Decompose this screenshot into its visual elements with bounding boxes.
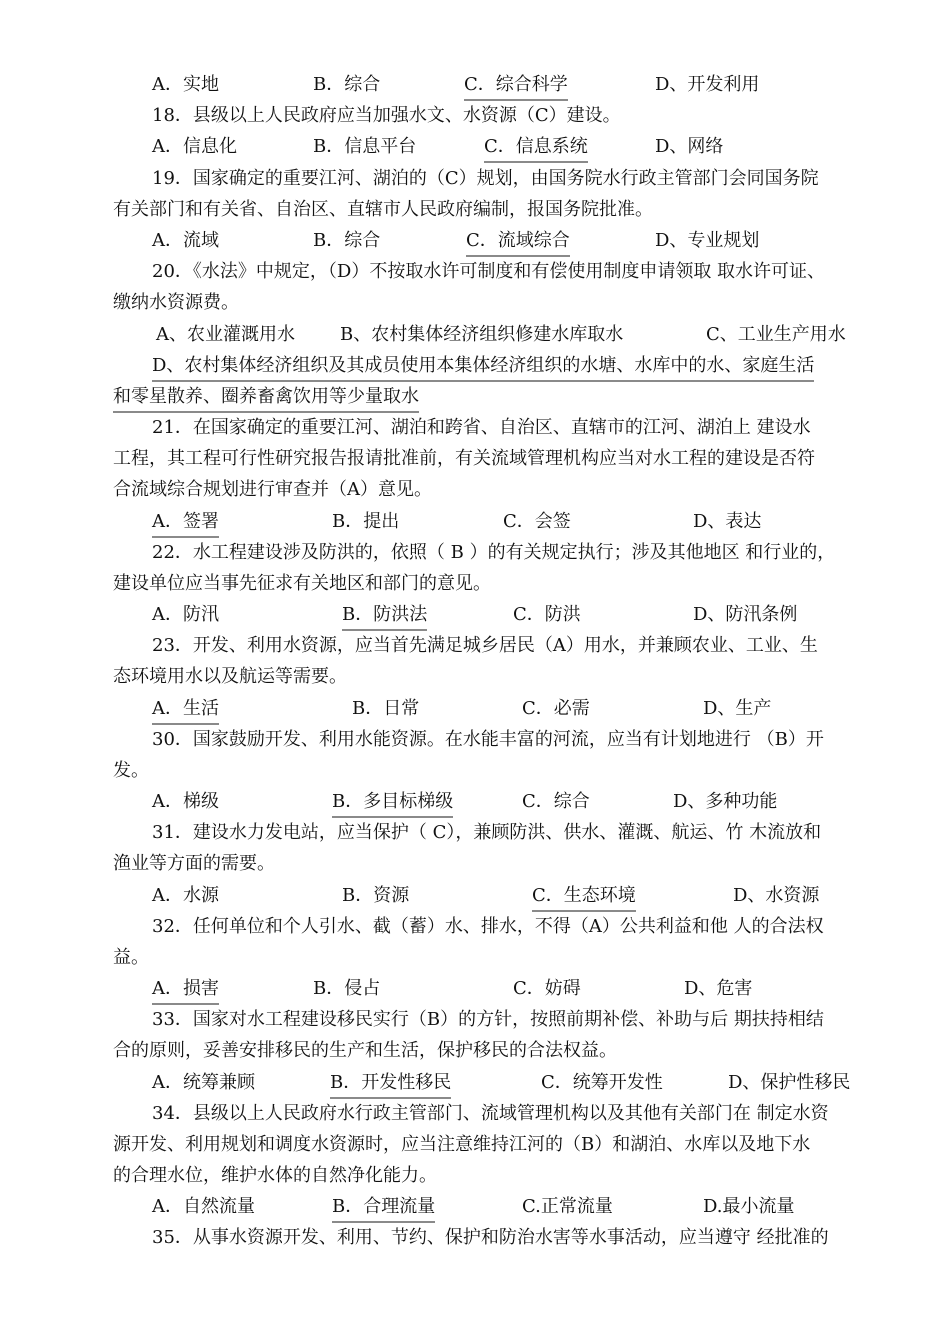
answer-option-correct: A．签署 (152, 509, 219, 538)
question-text-line: 和零星散养、圈养畜禽饮用等少量取水 (113, 384, 419, 413)
answer-option-correct: A．损害 (152, 976, 219, 1005)
answer-option: C．统筹开发性 (541, 1072, 663, 1093)
question-text-line: 34．县级以上人民政府水行政主管部门、流域管理机构以及其他有关部门在 制定水资 (152, 1103, 829, 1124)
question-text-line: 合的原则，妥善安排移民的生产和生活，保护移民的合法权益。 (113, 1040, 617, 1061)
answer-option: D、开发利用 (655, 74, 760, 95)
question-text-line: 31．建设水力发电站，应当保护（ C），兼顾防洪、供水、灌溉、航运、竹 木流放和 (152, 822, 822, 843)
question-text-line: 益。 (113, 947, 149, 968)
answer-option: C.正常流量 (522, 1196, 613, 1217)
question-text-line: 建设单位应当事先征求有关地区和部门的意见。 (113, 573, 491, 594)
answer-option: D、危害 (684, 978, 753, 999)
question-text-line: D、农村集体经济组织及其成员使用本集体经济组织的水塘、水库中的水、家庭生活 (152, 353, 814, 382)
question-text-line: 19．国家确定的重要江河、湖泊的（C）规划，由国务院水行政主管部门会同国务院 (152, 168, 819, 189)
answer-option-correct: B．防洪法 (342, 602, 427, 631)
question-text-line: 30．国家鼓励开发、利用水能资源。在水能丰富的河流，应当有计划地进行 （B）开 (152, 729, 824, 750)
answer-option-correct: A．生活 (152, 696, 219, 725)
question-text-line: 发。 (113, 760, 149, 781)
question-text-line: 20．《水法》中规定，（D）不按取水许可制度和有偿使用制度申请领取 取水许可证、 (152, 261, 826, 282)
question-text-line: 32．任何单位和个人引水、截（蓄）水、排水，不得（A）公共利益和他 人的合法权 (152, 916, 824, 937)
answer-option: D.最小流量 (703, 1196, 795, 1217)
question-text-line: 33．国家对水工程建设移民实行（B）的方针，按照前期补偿、补助与后 期扶持相结 (152, 1009, 824, 1030)
answer-option-correct: C．信息系统 (484, 134, 588, 163)
answer-option: D、保护性移民 (728, 1072, 851, 1093)
answer-option: A．统筹兼顾 (152, 1072, 255, 1093)
answer-option: C．会签 (503, 511, 571, 532)
answer-option: D、水资源 (733, 885, 820, 906)
question-text-line: 有关部门和有关省、自治区、直辖市人民政府编制，报国务院批准。 (113, 199, 653, 220)
answer-option: C、工业生产用水 (706, 324, 846, 345)
question-text-line: 工程，其工程可行性研究报告报请批准前，有关流域管理机构应当对水工程的建设是否符 (113, 448, 815, 469)
answer-option: C．妨碍 (513, 978, 581, 999)
answer-option: D、多种功能 (673, 791, 778, 812)
answer-option: D、网络 (655, 136, 724, 157)
answer-option-correct: B．合理流量 (332, 1194, 435, 1223)
answer-option: B、农村集体经济组织修建水库取水 (340, 324, 624, 345)
answer-option: C．必需 (522, 698, 590, 719)
answer-option: D、表达 (693, 511, 762, 532)
answer-option: B．综合 (313, 74, 381, 95)
answer-option: A．自然流量 (152, 1196, 255, 1217)
answer-option: A．信息化 (152, 136, 237, 157)
question-text-line: 源开发、利用规划和调度水资源时，应当注意维持江河的（B）和湖泊、水库以及地下水 (113, 1134, 811, 1155)
answer-option-correct: C．生态环境 (532, 883, 636, 912)
answer-option: B．提出 (332, 511, 400, 532)
question-text-line: 合流域综合规划进行审查并（A）意见。 (113, 479, 432, 500)
answer-option: B．侵占 (313, 978, 381, 999)
answer-option-correct: C．流域综合 (466, 228, 570, 257)
answer-option: A．实地 (152, 74, 219, 95)
question-text-line: 21．在国家确定的重要江河、湖泊和跨省、自治区、直辖市的江河、湖泊上 建设水 (152, 417, 811, 438)
question-text-line: 22．水工程建设涉及防洪的，依照（ B ）的有关规定执行；涉及其他地区 和行业的， (152, 542, 836, 563)
answer-option: A．梯级 (152, 791, 219, 812)
answer-option: C．防洪 (513, 604, 581, 625)
answer-option-correct: C．综合科学 (464, 72, 568, 101)
answer-option: A．水源 (152, 885, 219, 906)
question-text-line: 35．从事水资源开发、利用、节约、保护和防治水害等水事活动，应当遵守 经批准的 (152, 1227, 829, 1248)
answer-option: D、生产 (703, 698, 772, 719)
question-text-line: 18．县级以上人民政府应当加强水文、水资源（C）建设。 (152, 105, 621, 126)
answer-option: A．防汛 (152, 604, 219, 625)
answer-option: B．资源 (342, 885, 410, 906)
question-text-line: 23．开发、利用水资源，应当首先满足城乡居民（A）用水，并兼顾农业、工业、生 (152, 635, 818, 656)
answer-option-correct: B．多目标梯级 (332, 789, 453, 818)
answer-option: B．日常 (352, 698, 420, 719)
answer-option: D、防汛条例 (693, 604, 798, 625)
answer-option: A．流域 (152, 230, 219, 251)
answer-option: C．综合 (522, 791, 590, 812)
answer-option: B．综合 (313, 230, 381, 251)
answer-option: B．信息平台 (313, 136, 417, 157)
question-text-line: 缴纳水资源费。 (113, 292, 239, 313)
answer-option-correct: B．开发性移民 (330, 1070, 451, 1099)
answer-option: D、专业规划 (655, 230, 760, 251)
question-text-line: 的合理水位，维护水体的自然净化能力。 (113, 1165, 437, 1186)
question-text-line: 渔业等方面的需要。 (113, 853, 275, 874)
answer-option: A、农业灌溉用水 (156, 324, 295, 345)
question-text-line: 态环境用水以及航运等需要。 (113, 666, 347, 687)
